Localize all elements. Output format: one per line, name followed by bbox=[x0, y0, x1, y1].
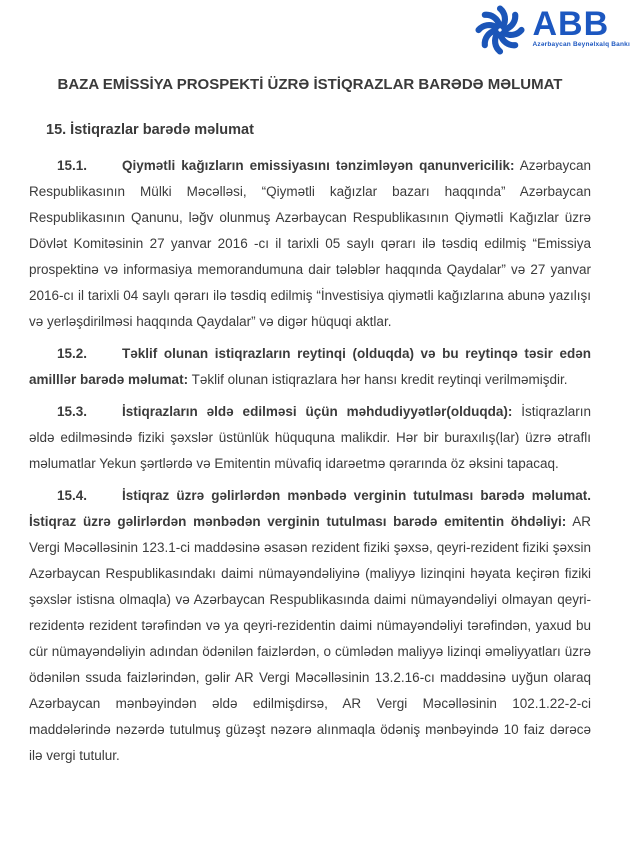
paragraph-body: Azərbaycan Respublikasının Mülki Məcəlləsi, “Qiymətli kağızlar bazarı haqqında” Azərbaycan Respublikasının Qanunu, ləğv olunmuş Azərbaycan Respublikasının Qiymətli Kağızlar üzrə Dövlət Komitəsinin 27 yanvar 2016 -cı il tarixli 05 saylı qərarı ilə təsdiq edilmiş “Emissiya prospektinə və informasiya memorandumuna dair tələblər haqqında Qaydalar” və 27 yanvar 2016-cı il tarixli 04 saylı qərarı ilə təsdiq edilmiş “İnvestisiya qiymətli kağızlarına abunə yazılışı və yerləşdirilməsi haqqında Qaydalar” və digər hüquqi aktlar. bbox=[29, 158, 592, 329]
paragraph-lead: İstiqraz üzrə gəlirlərdən mənbədə verginin tutulması barədə məlumat. İstiqraz üzrə gəlirlərdən mənbədən verginin tutulması barədə emitentin öhdəliyi: bbox=[29, 488, 591, 529]
paragraph-body: İstiqrazların əldə edilməsində fiziki şəxslər üstünlük hüququna malikdir. Hər bir buraxılış(lar) üzrə ətraflı məlumatlar Yekun şərtlərdə və Emitentin müvafiq idarəetmə qərarında öz əksini tapacaq. bbox=[29, 404, 591, 471]
logo-text-block bbox=[532, 5, 630, 49]
logo-tagline: Azərbaycan Beynəlxalq Bankı bbox=[532, 41, 630, 48]
paragraph-15-3 bbox=[29, 399, 591, 477]
paragraph-15-1 bbox=[29, 153, 591, 335]
logo-wordmark: ABB bbox=[532, 5, 610, 43]
paragraph-number: 15.1. bbox=[57, 158, 88, 173]
paragraph-body: Təklif olunan istiqrazlara hər hansı kredit reytinqi verilməmişdir. bbox=[188, 372, 568, 387]
brand-logo bbox=[472, 2, 630, 58]
document-content bbox=[0, 74, 642, 769]
paragraph-body: AR Vergi Məcəlləsinin 123.1-ci maddəsinə əsasən rezident fiziki şəxsə, qeyri-rezident fiziki şəxsin Azərbaycan Respublikasındakı daimi nümayəndəliyinə (maliyyə lizinqini həyata keçirən fiziki şəxslər istisna olmaqla) və Azərbaycan Respublikasında daimi nümayəndəliyi olmayan qeyri-rezidentə rezident tərəfindən və ya qeyri-rezidentin daimi nümayəndəliyi tərəfindən, yaxud bu cür nümayəndəliyin adından ödənilən faizlərdən, o cümlədən maliyyə lizinqi əməliyyatları üzrə ödənilən ssuda faizlərindən, gəlir AR Vergi Məcəlləsinin 13.2.16-cı maddəsinə uyğun olaraq Azərbaycan mənbəyindən əldə edilmişdirsə, AR Vergi Məcəlləsinin 102.1.22-2-ci maddələrində nəzərdə tutulmuş güzəşt nəzərə alınmaqla ödəniş mənbəyində 10 faiz dərəcə ilə vergi tutulur. bbox=[29, 514, 592, 763]
paragraph-number: 15.4. bbox=[57, 488, 88, 503]
paragraph-number: 15.3. bbox=[57, 404, 88, 419]
paragraph-lead: İstiqrazların əldə edilməsi üçün məhdudiyyətlər(olduqda): bbox=[122, 404, 513, 419]
paragraph-number: 15.2. bbox=[57, 346, 88, 361]
paragraph-lead: Təklif olunan istiqrazların reytinqi (olduqda) və bu reytinqə təsir edən amilllər barədə məlumat: bbox=[29, 346, 591, 387]
section-heading: 15. İstiqrazlar barədə məlumat bbox=[46, 122, 254, 138]
paragraph-15-4 bbox=[29, 483, 591, 769]
paragraph-15-2 bbox=[29, 341, 591, 393]
document-title: BAZA EMİSSİYA PROSPEKTİ ÜZRƏ İSTİQRAZLAR BARƏDƏ MƏLUMAT bbox=[57, 76, 563, 93]
paragraph-lead: Qiymətli kağızların emissiyasını tənzimləyən qanunvericilik: bbox=[122, 158, 515, 173]
abb-swirl-icon bbox=[472, 2, 528, 58]
